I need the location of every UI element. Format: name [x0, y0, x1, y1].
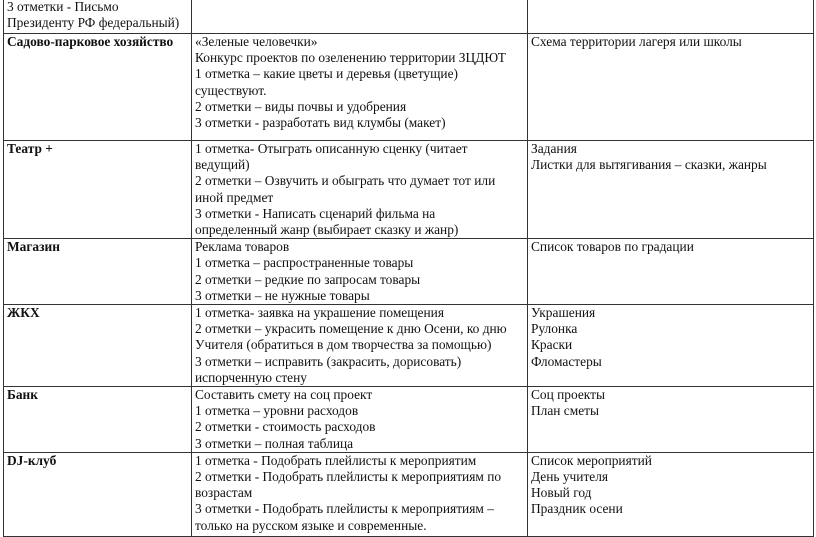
cell-line: Конкурс проектов по озеленению территории ЗЦДЮТ — [195, 50, 506, 66]
cell-line: Реклама товаров — [195, 239, 290, 255]
cell-line: 3 отметки – полная таблица — [195, 435, 354, 451]
cell-tasks — [192, 387, 528, 453]
cell-line: Рулонка — [531, 321, 578, 337]
cell-line: «Зеленые человечки» — [195, 34, 318, 49]
cell-line: 2 отметки – Озвучить и обыграть что думает тот или — [195, 173, 496, 189]
cell-line: 1 отметка- заявка на украшение помещения — [195, 305, 444, 321]
cell-line: 3 отметки – исправить (закрасить, дорисовать) — [195, 353, 462, 369]
cell-line: 3 отметки - разработать вид клумбы (макет) — [195, 115, 446, 131]
cell-line: Украшения — [531, 305, 596, 321]
cell-line: 1 отметка – уровни расходов — [195, 403, 359, 419]
row-name: Театр + — [4, 141, 192, 239]
cell-line: Краски — [531, 337, 573, 353]
cell-line: Соц проекты — [531, 387, 605, 403]
cell-line: испорченную стену — [195, 369, 307, 385]
cell-empty — [192, 0, 528, 34]
cell-line: День учителя — [531, 469, 609, 485]
cell-line: возрастам — [195, 485, 253, 501]
cell-line: ведущий) — [195, 157, 250, 173]
cell-line: определенный жанр (выбирает сказку и жанр) — [195, 222, 459, 238]
row-name: Садово-парковое хозяйство — [4, 34, 192, 141]
table-row-garden — [4, 34, 814, 141]
cell-tasks — [192, 141, 528, 239]
cell-line: 2 отметки - Подобрать плейлисты к мероприятиям по — [195, 469, 502, 485]
cell-line: 1 отметка – какие цветы и деревья (цветущие) — [195, 66, 458, 82]
cell-materials — [528, 34, 814, 141]
cell-line: Схема территории лагеря или школы — [531, 34, 742, 49]
cell-line: Задания — [531, 141, 577, 156]
cell-line: 3 отметки - Написать сценарий фильма на — [195, 205, 436, 221]
row-name: ЖКХ — [4, 305, 192, 387]
cell-line: 3 отметки - Письмо — [7, 0, 119, 14]
table-row-theatre — [4, 141, 814, 239]
cell-letter-note — [4, 0, 192, 34]
row-name: DJ-клуб — [4, 452, 192, 536]
cell-line: 2 отметки – редкие по запросам товары — [195, 271, 421, 287]
table-row-shop — [4, 239, 814, 305]
row-name: Банк — [4, 387, 192, 453]
cell-line: Фломастеры — [531, 353, 602, 369]
cell-tasks — [192, 452, 528, 536]
cell-line: Список мероприятий — [531, 452, 652, 468]
cell-line: Президенту РФ федеральный) — [7, 15, 180, 31]
table-row-dj-club — [4, 452, 814, 536]
cell-line: 2 отметки - стоимость расходов — [195, 419, 376, 435]
cell-materials — [528, 387, 814, 453]
cell-line: Праздник осени — [531, 501, 623, 517]
cell-empty — [528, 0, 814, 34]
cell-line: 2 отметки – виды почвы и удобрения — [195, 98, 407, 114]
table-row-bank — [4, 387, 814, 453]
cell-tasks — [192, 239, 528, 305]
cell-line: 1 отметка - Подобрать плейлисты к мероприятим — [195, 452, 477, 468]
cell-materials — [528, 305, 814, 387]
cell-line: 3 отметки – не нужные товары — [195, 287, 370, 303]
cell-line: только на русском языке и современные. — [195, 517, 427, 533]
cell-materials — [528, 452, 814, 536]
activities-table — [3, 0, 814, 537]
cell-line: 1 отметка – распространенные товары — [195, 255, 414, 271]
cell-line: иной предмет — [195, 189, 274, 205]
cell-line: Листки для вытягивания – сказки, жанры — [531, 157, 767, 173]
cell-line: 3 отметки - Подобрать плейлисты к мероприятиям – — [195, 501, 494, 517]
cell-materials — [528, 141, 814, 239]
cell-line: Новый год — [531, 485, 592, 501]
cell-tasks — [192, 305, 528, 387]
table-row-header-continuation — [4, 0, 814, 34]
cell-line: 2 отметки – украсить помещение к дню Осени, ко дню — [195, 321, 507, 337]
cell-line: Учителя (обратиться в дом творчества за помощью) — [195, 337, 492, 353]
cell-tasks — [192, 34, 528, 141]
cell-line: 1 отметка- Отыграть описанную сценку (читает — [195, 141, 468, 156]
cell-line: План сметы — [531, 403, 600, 419]
cell-line: Составить смету на соц проект — [195, 387, 373, 403]
cell-materials — [528, 239, 814, 305]
cell-line: Список товаров по градации — [531, 239, 694, 255]
cell-line: существуют. — [195, 82, 267, 98]
table-row-housing — [4, 305, 814, 387]
row-name: Магазин — [4, 239, 192, 305]
